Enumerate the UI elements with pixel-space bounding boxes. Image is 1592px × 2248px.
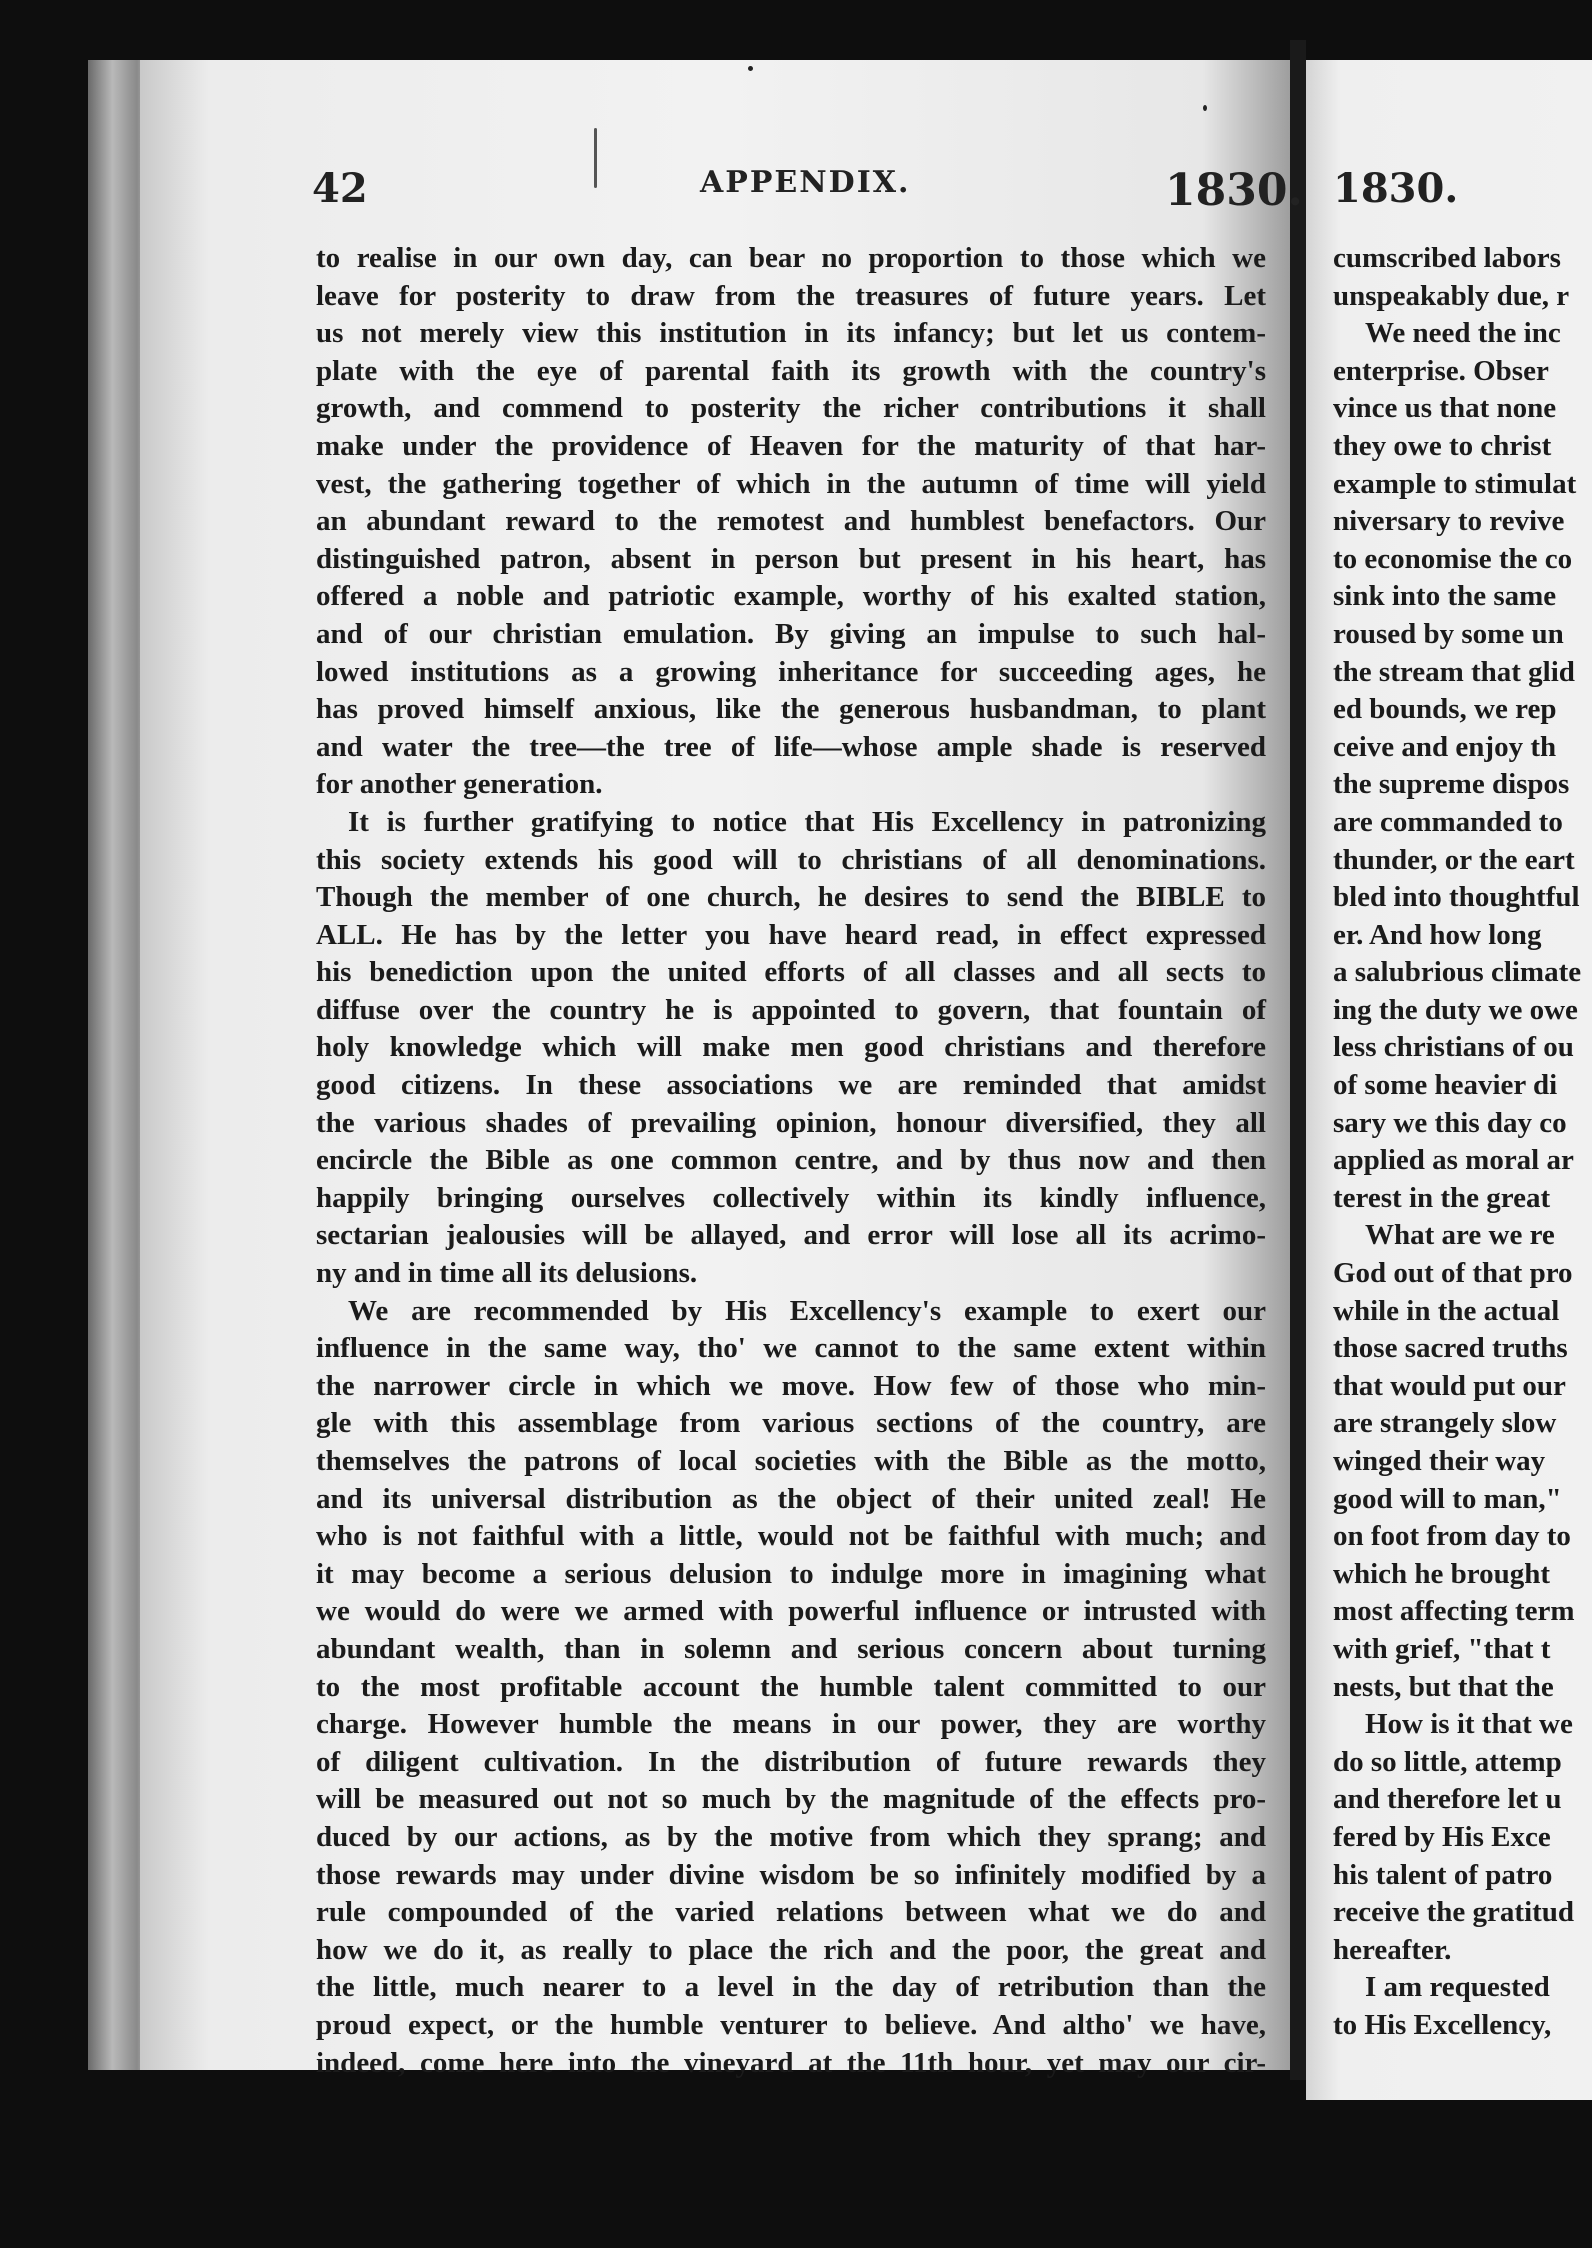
scan-speck [748, 66, 753, 71]
text-line: of diligent cultivation. In the distribution of future rewards they [316, 1745, 1266, 1778]
text-line: example to stimulat [1333, 467, 1577, 500]
page-gutter [1290, 40, 1306, 2080]
text-line: distinguished patron, absent in person but present in his heart, has [316, 542, 1266, 575]
text-line: ALL. He has by the letter you have heard read, in effect expressed [316, 918, 1266, 951]
text-line: cumscribed labors [1333, 242, 1561, 274]
header-year: 1830. [1165, 165, 1303, 216]
left-page-text [316, 240, 1266, 2082]
text-line: has proved himself anxious, like the generous husbandman, to plant [316, 693, 1266, 726]
text-line: to economise the co [1333, 542, 1573, 575]
text-line: duced by our actions, as by the motive from which they sprang; and [316, 1820, 1266, 1853]
text-line: roused by some un [1333, 617, 1564, 650]
text-line: winged their way [1333, 1445, 1546, 1477]
text-line: those sacred truths [1333, 1332, 1568, 1365]
text-line: fered by His Exce [1333, 1820, 1551, 1853]
text-line: thunder, or the eart [1333, 843, 1575, 876]
page-number: 42 [312, 165, 368, 212]
text-line: ing the duty we owe [1333, 993, 1578, 1026]
text-line: encircle the Bible as one common centre, and by thus now and then [316, 1144, 1266, 1177]
text-line: Though the member of one church, he desires to send the BIBLE to [316, 881, 1266, 914]
text-line: an abundant reward to the remotest and humblest benefactors. Our [316, 505, 1266, 538]
text-line: are commanded to [1333, 805, 1563, 838]
text-line: good will to man," [1333, 1482, 1562, 1515]
text-line: hereafter. [1333, 1933, 1452, 1966]
text-line: ny and in time all its delusions. [316, 1257, 698, 1290]
text-line: It is further gratifying to notice that His Excellency in patronizing [348, 805, 1266, 838]
text-line: diffuse over the country he is appointed to govern, that fountain of [316, 993, 1266, 1026]
scan-mark [594, 128, 597, 188]
text-line: ceive and enjoy th [1333, 730, 1557, 763]
text-line: gle with this assemblage from various sections of the country, are [316, 1407, 1266, 1440]
text-line: do so little, attemp [1333, 1745, 1562, 1778]
text-line: What are we re [1365, 1219, 1555, 1252]
text-line: unspeakably due, r [1333, 279, 1570, 312]
text-line: sectarian jealousies will be allayed, and error will lose all its acrimo- [316, 1219, 1266, 1252]
right-page-text [1333, 240, 1592, 2045]
text-line: with grief, "that t [1333, 1632, 1551, 1665]
text-line: proud expect, or the humble venturer to believe. And altho' we have, [316, 2008, 1266, 2041]
text-line: receive the gratitud [1333, 1896, 1575, 1929]
text-line: will be measured out not so much by the magnitude of the effects pro- [316, 1783, 1266, 1816]
text-line: good citizens. In these associations we are reminded that amidst [316, 1069, 1266, 1102]
text-line: to His Excellency, [1333, 2008, 1552, 2041]
text-line: er. And how long [1333, 918, 1542, 951]
text-line: ed bounds, we rep [1333, 693, 1557, 726]
text-line: the supreme dispos [1333, 768, 1570, 801]
text-line: How is it that we [1365, 1708, 1573, 1741]
text-line: terest in the great [1333, 1181, 1551, 1214]
text-line: growth, and commend to posterity the richer contributions it shall [316, 392, 1266, 425]
text-line: enterprise. Obser [1333, 354, 1549, 387]
text-line: plate with the eye of parental faith its growth with the country's [316, 354, 1266, 387]
text-line: nests, but that the [1333, 1670, 1554, 1703]
text-line: sary we this day co [1333, 1106, 1567, 1139]
text-line: the narrower circle in which we move. How few of those who min- [316, 1369, 1266, 1402]
text-line: which he brought [1333, 1557, 1551, 1590]
running-title: APPENDIX. [700, 165, 911, 200]
text-line: while in the actual [1333, 1294, 1560, 1327]
text-line: that would put our [1333, 1369, 1566, 1402]
text-line: We are recommended by His Excellency's example to exert our [348, 1294, 1266, 1327]
text-line: they owe to christ [1333, 429, 1552, 462]
text-line: are strangely slow [1333, 1407, 1557, 1440]
text-line: sink into the same [1333, 580, 1557, 613]
text-line: abundant wealth, than in solemn and serious concern about turning [316, 1632, 1266, 1665]
text-line: on foot from day to [1333, 1520, 1571, 1553]
text-line: influence in the same way, tho' we cannot to the same extent within [316, 1332, 1266, 1365]
text-line: offered a noble and patriotic example, worthy of his exalted station, [316, 580, 1266, 613]
text-line: the stream that glid [1333, 655, 1575, 688]
text-line: rule compounded of the varied relations between what we do and [316, 1896, 1266, 1929]
text-line: of some heavier di [1333, 1069, 1558, 1102]
text-line: his benediction upon the united efforts of all classes and all sects to [316, 956, 1266, 989]
text-line: and water the tree—the tree of life—whose ample shade is reserved [316, 730, 1266, 763]
text-line: how we do it, as really to place the rich and the poor, the great and [316, 1933, 1266, 1966]
text-line: to the most profitable account the humble talent committed to our [316, 1670, 1266, 1703]
text-line: indeed, come here into the vineyard at the 11th hour, yet may our cir- [316, 2046, 1266, 2079]
text-line: and therefore let u [1333, 1783, 1562, 1816]
text-line: to realise in our own day, can bear no proportion to those which we [316, 242, 1266, 274]
text-line: his talent of patro [1333, 1858, 1553, 1891]
text-line: most affecting term [1333, 1595, 1575, 1628]
text-line: God out of that pro [1333, 1257, 1573, 1290]
text-line: vest, the gathering together of which in the autumn of time will yield [316, 467, 1266, 500]
text-line: We need the inc [1365, 317, 1561, 350]
scan-speck [1203, 105, 1207, 111]
text-line: leave for posterity to draw from the treasures of future years. Let [316, 279, 1266, 312]
text-line: the various shades of prevailing opinion, honour diversified, they all [316, 1106, 1266, 1139]
text-line: and its universal distribution as the object of their united zeal! He [316, 1482, 1266, 1515]
text-line: it may become a serious delusion to indulge more in imagining what [316, 1557, 1266, 1590]
text-line: charge. However humble the means in our power, they are worthy [316, 1708, 1266, 1741]
text-line: bled into thoughtful [1333, 881, 1580, 914]
text-line: happily bringing ourselves collectively within its kindly influence, [316, 1181, 1266, 1214]
text-line: make under the providence of Heaven for the maturity of that har- [316, 429, 1266, 462]
text-line: applied as moral ar [1333, 1144, 1574, 1177]
text-line: lowed institutions as a growing inheritance for succeeding ages, he [316, 655, 1266, 688]
text-line: those rewards may under divine wisdom be so infinitely modified by a [316, 1858, 1266, 1891]
text-line: less christians of ou [1333, 1031, 1574, 1064]
text-line: holy knowledge which will make men good christians and therefore [316, 1031, 1266, 1064]
text-line: for another generation. [316, 768, 603, 801]
text-line: themselves the patrons of local societies with the Bible as the motto, [316, 1445, 1266, 1477]
text-line: vince us that none [1333, 392, 1557, 425]
right-header-year: 1830. [1333, 165, 1459, 212]
text-line: the little, much nearer to a level in the day of retribution than the [316, 1971, 1266, 2004]
text-line: I am requested [1365, 1971, 1550, 2004]
text-line: us not merely view this institution in its infancy; but let us contem- [316, 317, 1266, 350]
text-line: this society extends his good will to christians of all denominations. [316, 843, 1266, 876]
text-line: who is not faithful with a little, would not be faithful with much; and [316, 1520, 1266, 1553]
text-line: we would do were we armed with powerful influence or intrusted with [316, 1595, 1266, 1628]
text-line: niversary to revive [1333, 505, 1565, 538]
text-line: a salubrious climate [1333, 956, 1582, 989]
text-line: and of our christian emulation. By giving an impulse to such hal- [316, 617, 1266, 650]
